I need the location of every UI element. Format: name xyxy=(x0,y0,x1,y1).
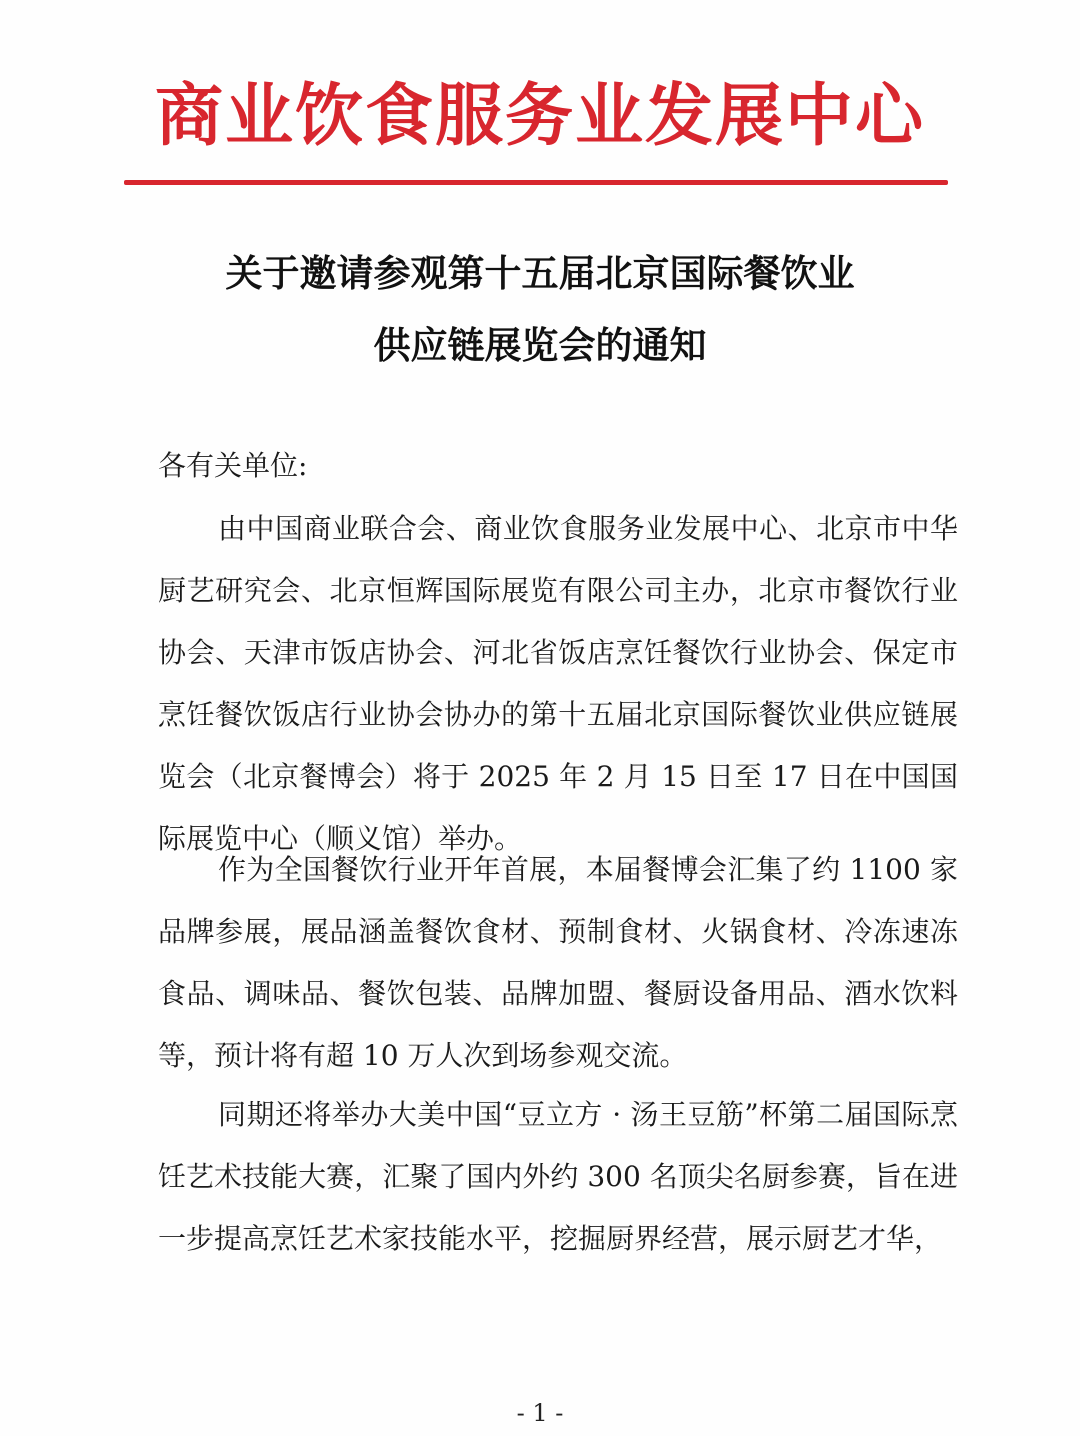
page-number: - 1 - xyxy=(516,1399,564,1427)
salutation: 各有关单位: xyxy=(158,449,308,482)
document-title-line-1: 关于邀请参观第十五届北京国际餐饮业 xyxy=(225,252,855,295)
letterhead-org-name: 商业饮食服务业发展中心 xyxy=(154,76,925,156)
paragraph-3: 同期还将举办大美中国“豆立方 · 汤王豆筋”杯第二届国际烹饪艺术技能大赛，汇聚了国内外约 300 名顶尖名厨参赛，旨在进一步提高烹饪艺术家技能水平，挖掘厨界经营，展示厨艺才华， xyxy=(158,1098,958,1255)
letterhead-red-rule xyxy=(124,180,948,185)
paragraph-2: 作为全国餐饮行业开年首展，本届餐博会汇集了约 1100 家品牌参展，展品涵盖餐饮食材、预制食材、火锅食材、冷冻速冻食品、调味品、餐饮包装、品牌加盟、餐厨设备用品、酒水饮料等，预计将有超 10 万人次到场参观交流。 xyxy=(158,853,958,1072)
paragraph-1: 由中国商业联合会、商业饮食服务业发展中心、北京市中华厨艺研究会、北京恒辉国际展览有限公司主办，北京市餐饮行业协会、天津市饭店协会、河北省饭店烹饪餐饮行业协会、保定市烹饪餐饮饭店行业协会协办的第十五届北京国际餐饮业供应链展览会（北京餐博会）将于 2025 年 2 月 15 日至 17 日在中国国际展览中心（顺义馆）举办。 xyxy=(158,512,958,855)
document-title-line-2: 供应链展览会的通知 xyxy=(373,324,707,367)
